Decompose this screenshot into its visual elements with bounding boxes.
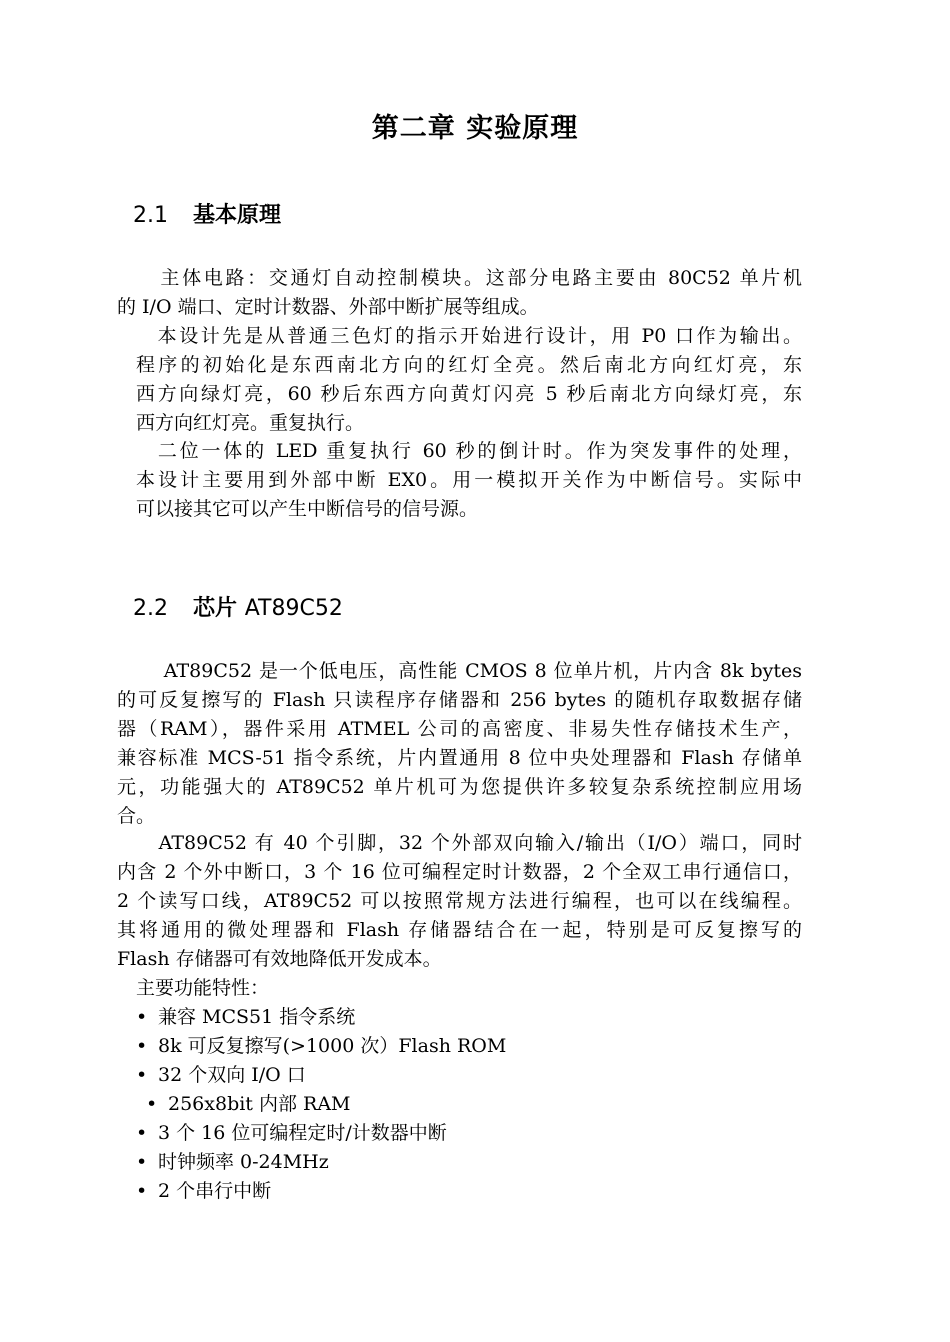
list-item xyxy=(136,1061,506,1090)
text-line: 元，功能强大的 AT89C52 单片机可为您提供许多较复杂系统控制应用场 xyxy=(117,776,802,798)
bullet-icon: • xyxy=(136,1006,148,1028)
text-line: AT89C52 是一个低电压，高性能 CMOS 8 位单片机，片内含 8k bytes xyxy=(117,660,802,682)
text-line: 主体电路：交通灯自动控制模块。这部分电路主要由 80C52 单片机 xyxy=(117,267,802,289)
feature-text: 3 个 16 位可编程定时/计数器中断 xyxy=(158,1122,447,1144)
section-number: 2.2 xyxy=(133,596,168,621)
section-title: 基本原理 xyxy=(193,203,282,228)
list-item xyxy=(136,1148,506,1177)
bullet-icon: • xyxy=(136,1180,148,1202)
list-item xyxy=(136,1003,506,1032)
feature-text: 兼容 MCS51 指令系统 xyxy=(158,1006,356,1028)
text-line: 其将通用的微处理器和 Flash 存储器结合在一起，特别是可反复擦写的 xyxy=(117,919,802,941)
bullet-icon: • xyxy=(146,1093,158,1115)
paragraph-design-sequence xyxy=(136,322,802,438)
paragraph-at89c52-intro xyxy=(117,657,802,831)
chapter-title: 第二章 实验原理 xyxy=(371,113,579,144)
text-line: 本设计主要用到外部中断 EX0。用一模拟开关作为中断信号。实际中 xyxy=(136,469,802,491)
text-line: 器（RAM），器件采用 ATMEL 公司的高密度、非易失性存储技术生产， xyxy=(117,718,802,740)
bullet-icon: • xyxy=(136,1064,148,1086)
text-line: 兼容标准 MCS-51 指令系统，片内置通用 8 位中央处理器和 Flash 存储单 xyxy=(117,747,802,769)
paragraph-main-circuit xyxy=(117,264,802,322)
features-heading xyxy=(117,974,802,1003)
text-line: 本设计先是从普通三色灯的指示开始进行设计，用 P0 口作为输出。 xyxy=(136,325,802,347)
paragraph-led-countdown xyxy=(136,437,802,524)
list-item xyxy=(136,1032,506,1061)
text-line: 程序的初始化是东西南北方向的红灯全亮。然后南北方向红灯亮，东 xyxy=(136,354,802,376)
feature-text: 2 个串行中断 xyxy=(158,1180,272,1202)
feature-text: 8k 可反复擦写(>1000 次）Flash ROM xyxy=(158,1035,507,1057)
bullet-icon: • xyxy=(136,1035,148,1057)
feature-text: 时钟频率 0-24MHz xyxy=(158,1151,329,1173)
list-item xyxy=(136,1090,506,1119)
paragraph-at89c52-pins xyxy=(117,829,802,974)
text-line: 2 个读写口线，AT89C52 可以按照常规方法进行编程，也可以在线编程。 xyxy=(117,890,802,912)
feature-text: 256x8bit 内部 RAM xyxy=(168,1093,351,1115)
text-line: 的 I/O 端口、定时计数器、外部中断扩展等组成。 xyxy=(117,296,539,318)
text-line: Flash 存储器可有效地降低开发成本。 xyxy=(117,948,442,970)
list-item xyxy=(136,1119,506,1148)
text-line: 西方向绿灯亮，60 秒后东西方向黄灯闪亮 5 秒后南北方向绿灯亮，东 xyxy=(136,383,802,405)
section-heading-2-2 xyxy=(133,591,343,622)
features-heading-text: 主要功能特性： xyxy=(117,977,270,999)
text-line: AT89C52 有 40 个引脚，32 个外部双向输入/输出（I/O）端口，同时 xyxy=(117,832,802,854)
feature-text: 32 个双向 I/O 口 xyxy=(158,1064,306,1086)
text-line: 合。 xyxy=(117,805,156,827)
section-heading-2-1 xyxy=(133,198,281,229)
text-line: 的可反复擦写的 Flash 只读程序存储器和 256 bytes 的随机存取数据存储 xyxy=(117,689,802,711)
text-line: 可以接其它可以产生中断信号的信号源。 xyxy=(136,498,479,520)
section-title: 芯片 xyxy=(193,596,238,621)
section-title-chip: AT89C52 xyxy=(244,596,343,621)
section-number: 2.1 xyxy=(133,203,168,228)
text-line: 西方向红灯亮。重复执行。 xyxy=(136,412,365,434)
bullet-icon: • xyxy=(136,1151,148,1173)
text-line: 内含 2 个外中断口，3 个 16 位可编程定时计数器，2 个全双工串行通信口， xyxy=(117,861,802,883)
bullet-icon: • xyxy=(136,1122,148,1144)
features-list xyxy=(136,1003,506,1206)
text-line: 二位一体的 LED 重复执行 60 秒的倒计时。作为突发事件的处理， xyxy=(136,440,802,462)
list-item xyxy=(136,1177,506,1206)
